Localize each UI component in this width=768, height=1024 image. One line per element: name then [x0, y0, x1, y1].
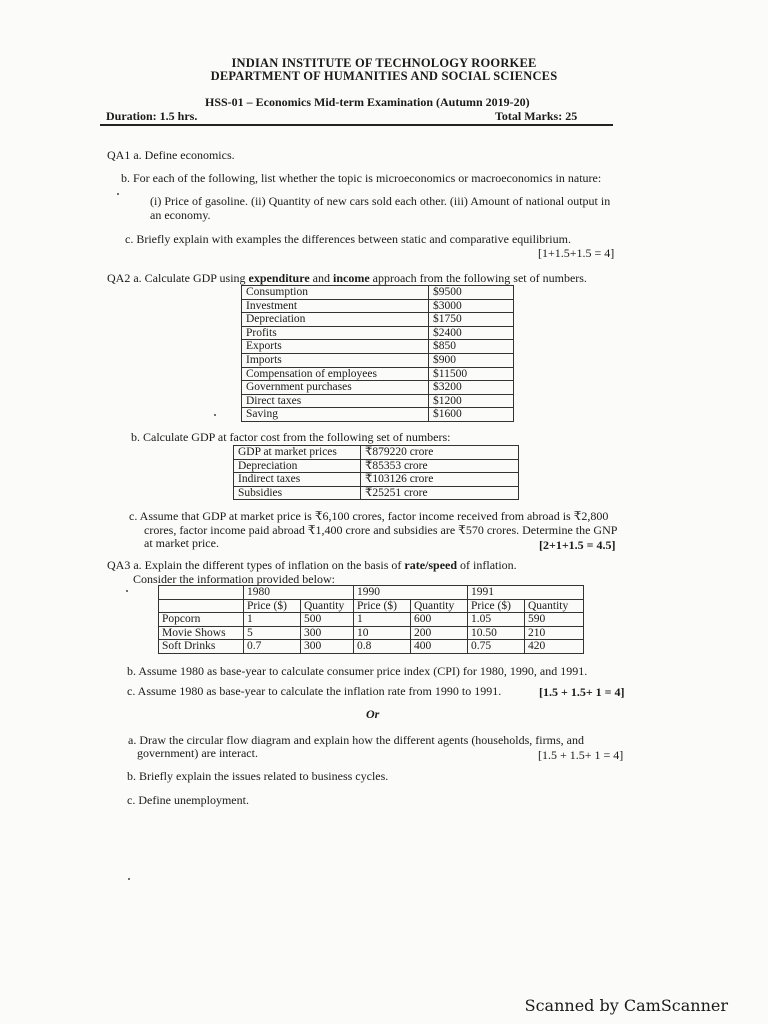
table-row: Depreciation ₹85353 crore — [234, 459, 519, 473]
qa2-marks: [2+1+1.5 = 4.5] — [539, 538, 616, 552]
table-row: Soft Drinks 0.7 300 0.8 400 0.75 420 — [159, 640, 584, 654]
qa3-alt-c: c. Define unemployment. — [127, 793, 249, 807]
header-rule — [100, 124, 613, 126]
qa2-c-2: crores, factor income paid abroad ₹1,400 crore and subsidies are ₹570 crores. Determine the GNP — [144, 523, 618, 537]
duration: Duration: 1.5 hrs. — [106, 109, 198, 123]
total-marks: Total Marks: 25 — [495, 109, 578, 123]
department-title: DEPARTMENT OF HUMANITIES AND SOCIAL SCIENCES — [210, 69, 558, 83]
qa3-b: b. Assume 1980 as base-year to calculate consumer price index (CPI) for 1980, 1990, and 1991. — [127, 664, 588, 678]
qa3-alt-a-1: a. Draw the circular flow diagram and explain how the different agents (households, firms, and — [128, 733, 584, 747]
table-row: Popcorn 1 500 1 600 1.05 590 — [159, 613, 584, 627]
scanner-watermark: Scanned by CamScanner — [524, 996, 728, 1015]
qa3-alt-marks: [1.5 + 1.5+ 1 = 4] — [538, 748, 624, 762]
exam-title: HSS-01 – Economics Mid-term Examination (Autumn 2019-20) — [205, 95, 530, 109]
qa3-alt-a-2: government) are interact. — [137, 746, 258, 760]
or-separator: Or — [366, 707, 380, 721]
institute-title: INDIAN INSTITUTE OF TECHNOLOGY ROORKEE — [231, 56, 537, 70]
table-row: 1980 1990 1991 — [159, 586, 584, 600]
table-row: Direct taxes $1200 — [242, 394, 514, 408]
scan-speck — [214, 414, 216, 416]
table-row: GDP at market prices ₹879220 crore — [234, 446, 519, 460]
table-row: Subsidies ₹25251 crore — [234, 486, 519, 500]
qa1-b-items-1: (i) Price of gasoline. (ii) Quantity of new cars sold each other. (iii) Amount of national output in — [150, 194, 611, 208]
table-row: Consumption $9500 — [242, 286, 514, 300]
table-row: Government purchases $3200 — [242, 381, 514, 395]
scan-speck — [128, 878, 130, 880]
qa1-c: c. Briefly explain with examples the differences between static and comparative equilibrium. — [125, 232, 571, 246]
gdp-table-a — [241, 285, 514, 422]
table-row: Imports $900 — [242, 353, 514, 367]
qa1-b: b. For each of the following, list whether the topic is microeconomics or macroeconomics in nature: — [121, 171, 602, 185]
qa1-marks: [1+1.5+1.5 = 4] — [538, 246, 615, 260]
qa2-a: QA2 a. Calculate GDP using expenditure and income approach from the following set of numbers. — [107, 271, 587, 285]
table-row: Indirect taxes ₹103126 crore — [234, 473, 519, 487]
gdp-table-b — [233, 445, 519, 500]
qa2-c-1: c. Assume that GDP at market price is ₹6,100 crores, factor income received from abroad is ₹2,800 — [129, 509, 609, 523]
qa3-c: c. Assume 1980 as base-year to calculate the inflation rate from 1990 to 1991. — [127, 684, 502, 698]
qa2-c-3: at market price. — [144, 536, 219, 550]
qa1-a: QA1 a. Define economics. — [107, 148, 235, 162]
qa2-b: b. Calculate GDP at factor cost from the following set of numbers: — [131, 430, 451, 444]
table-row: Profits $2400 — [242, 326, 514, 340]
scan-speck — [126, 590, 128, 592]
qa3-a: QA3 a. Explain the different types of inflation on the basis of rate/speed of inflation. — [107, 558, 517, 572]
table-row: Exports $850 — [242, 340, 514, 354]
scan-speck — [117, 193, 119, 195]
qa1-b-items-2: an economy. — [150, 208, 211, 222]
table-row: Movie Shows 5 300 10 200 10.50 210 — [159, 626, 584, 640]
qa3-consider: Consider the information provided below: — [133, 572, 335, 586]
table-row: Investment $3000 — [242, 299, 514, 313]
cpi-table — [158, 585, 584, 654]
table-row: Compensation of employees $11500 — [242, 367, 514, 381]
table-row: Saving $1600 — [242, 408, 514, 422]
table-row: Depreciation $1750 — [242, 313, 514, 327]
table-row: Price ($) Quantity Price ($) Quantity Price ($) Quantity — [159, 599, 584, 613]
qa3-alt-b: b. Briefly explain the issues related to business cycles. — [127, 769, 389, 783]
qa3-c-marks: [1.5 + 1.5+ 1 = 4] — [539, 685, 625, 699]
